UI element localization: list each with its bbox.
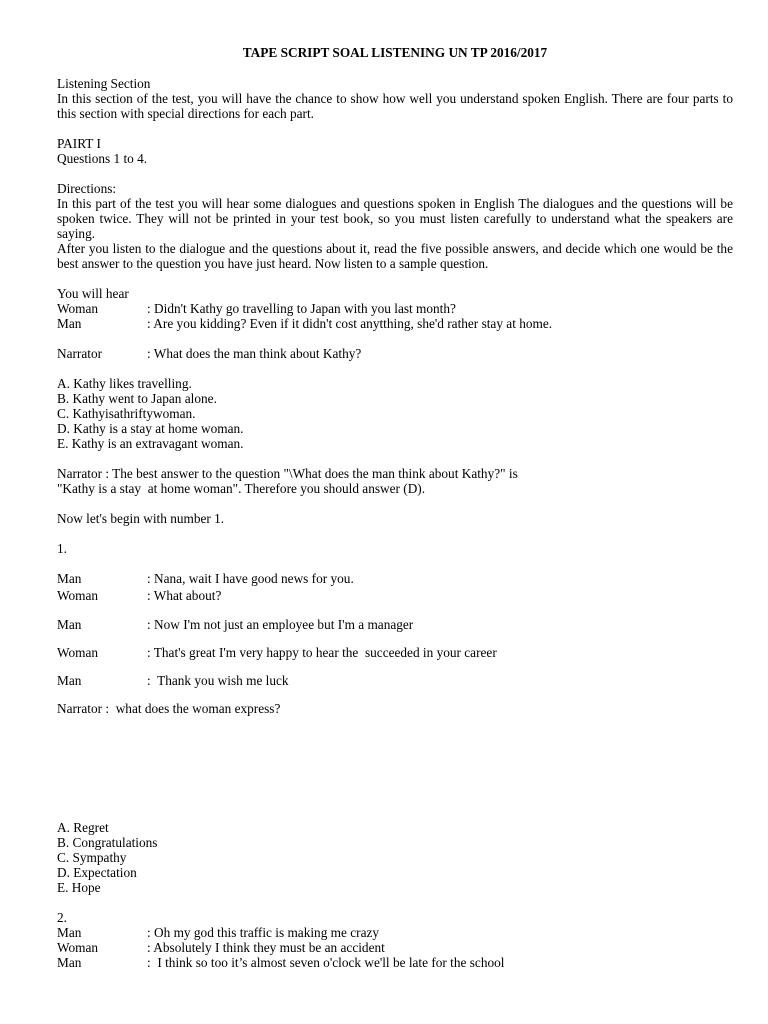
speaker-label: Woman (57, 301, 99, 316)
speaker-label: Man (57, 925, 82, 940)
dialogue-line (57, 645, 733, 673)
dialogue-line (57, 617, 733, 645)
sample-answer-line-1: Narrator : The best answer to the question "\What does the man think about Kathy?" is (57, 466, 518, 481)
dialogue-line (57, 316, 733, 331)
speaker-label: Woman (57, 940, 99, 955)
speaker-label: Man (57, 617, 82, 632)
document-page (57, 45, 733, 970)
sample-intro: You will hear (57, 286, 129, 301)
dialogue-line (57, 673, 733, 701)
dialogue-line (57, 925, 733, 940)
answer-option: E. Kathy is an extravagant woman. (57, 436, 244, 451)
answer-option: D. Kathy is a stay at home woman. (57, 421, 244, 436)
dialogue-text: : Are you kidding? Even if it didn't cost anytthing, she'd rather stay at home. (147, 316, 553, 331)
sample-answer-line-2: "Kathy is a stay at home woman". Therefore you should answer (D). (57, 481, 426, 496)
answer-option: E. Hope (57, 880, 101, 895)
dialogue-text: : Thank you wish me luck (147, 673, 289, 688)
dialogue-line (57, 940, 733, 955)
part-heading: PAIRT I (57, 136, 101, 151)
answer-option: C. Kathyisathriftywoman. (57, 406, 196, 421)
document-title: TAPE SCRIPT SOAL LISTENING UN TP 2016/2017 (242, 45, 548, 60)
answer-option: D. Expectation (57, 865, 137, 880)
speaker-label: Woman (57, 588, 99, 603)
answer-option: B. Congratulations (57, 835, 158, 850)
dialogue-line (57, 571, 733, 588)
dialogue-text: : Absolutely I think they must be an accident (147, 940, 385, 955)
dialogue-text: : Nana, wait I have good news for you. (147, 571, 354, 586)
narrator-question: Narrator : what does the woman express? (57, 701, 281, 716)
dialogue-text: : Now I'm not just an employee but I'm a manager (147, 617, 414, 632)
dialogue-text: : What about? (147, 588, 222, 603)
section-heading: Listening Section (57, 76, 151, 91)
dialogue-text: : Didn't Kathy go travelling to Japan with you last month? (147, 301, 456, 316)
answer-option: A. Regret (57, 820, 109, 835)
speaker-label: Man (57, 955, 82, 970)
directions-heading: Directions: (57, 181, 117, 196)
dialogue-line (57, 955, 733, 970)
dialogue-text: : I think so too it’s almost seven o'clock we'll be late for the school (147, 955, 505, 970)
speaker-label: Narrator (57, 346, 103, 361)
answer-option: A. Kathy likes travelling. (57, 376, 192, 391)
speaker-label: Man (57, 673, 82, 688)
dialogue-line (57, 588, 733, 617)
dialogue-text: : Oh my god this traffic is making me crazy (147, 925, 380, 940)
dialogue-line (57, 301, 733, 316)
narrator-question: : What does the man think about Kathy? (147, 346, 362, 361)
section-intro: In this section of the test, you will have the chance to show how well you understand spoken English. There are four parts to this section with special directions for each part. (57, 91, 733, 121)
speaker-label: Man (57, 571, 82, 586)
answer-option: C. Sympathy (57, 850, 127, 865)
speaker-label: Man (57, 316, 82, 331)
speaker-label: Woman (57, 645, 99, 660)
narrator-line (57, 346, 733, 361)
directions-paragraph-1: In this part of the test you will hear some dialogues and questions spoken in English The dialogues and the questions will be spoken twice. They will not be printed in your test book, so you must listen carefully to understand what the speakers are saying. (57, 196, 733, 241)
dialogue-text: : That's great I'm very happy to hear the succeeded in your career (147, 645, 497, 660)
question-number: 1. (57, 541, 67, 556)
begin-text: Now let's begin with number 1. (57, 511, 225, 526)
question-number: 2. (57, 910, 67, 925)
directions-paragraph-2: After you listen to the dialogue and the questions about it, read the five possible answers, and decide which one would be the best answer to the question you have just heard. Now listen to a sample question. (57, 241, 733, 271)
part-questions: Questions 1 to 4. (57, 151, 148, 166)
answer-option: B. Kathy went to Japan alone. (57, 391, 217, 406)
